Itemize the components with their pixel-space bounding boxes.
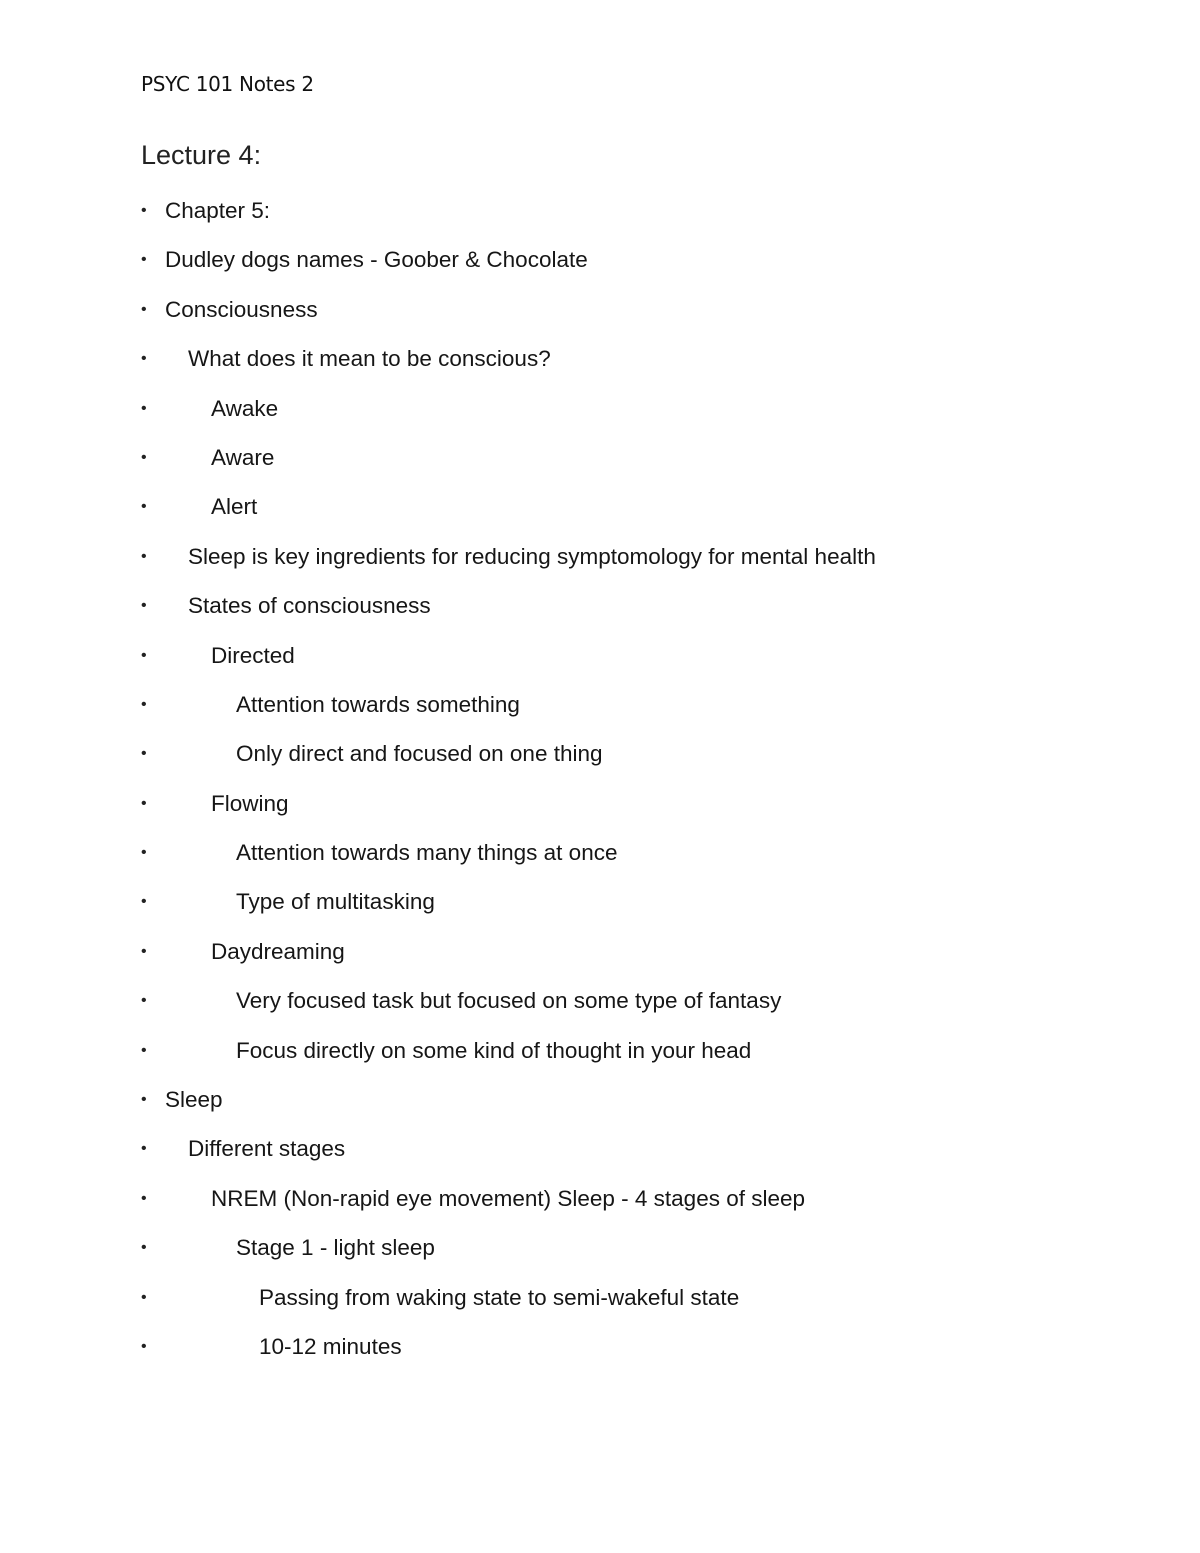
- bullet-icon: •: [141, 1337, 147, 1355]
- bullet-icon: •: [141, 794, 147, 812]
- list-item-text: 10-12 minutes: [259, 1333, 402, 1359]
- list-item-text: Dudley dogs names - Goober & Chocolate: [165, 247, 588, 273]
- bullet-icon: •: [141, 597, 147, 615]
- list-item-text: States of consciousness: [188, 593, 431, 619]
- bullet-icon: •: [141, 1288, 147, 1306]
- list-item-text: Directed: [211, 642, 295, 668]
- bullet-icon: •: [141, 844, 147, 862]
- bullet-icon: •: [141, 646, 147, 664]
- bullet-icon: •: [141, 893, 147, 911]
- list-item-text: Sleep: [165, 1087, 223, 1113]
- list-item-text: Very focused task but focused on some type of fantasy: [236, 988, 782, 1014]
- list-item-text: What does it mean to be conscious?: [188, 346, 551, 372]
- bullet-icon: •: [141, 1189, 147, 1207]
- bullet-icon: •: [141, 202, 147, 219]
- list-item-text: Chapter 5:: [165, 198, 271, 223]
- bullet-icon: •: [141, 942, 147, 960]
- list-item-text: Attention towards something: [236, 691, 520, 717]
- bullet-icon: •: [141, 300, 147, 318]
- bullet-icon: •: [141, 1140, 147, 1158]
- list-item-text: Daydreaming: [211, 938, 345, 964]
- list-item-text: Type of multitasking: [236, 889, 435, 915]
- list-item-text: Awake: [211, 395, 279, 421]
- bullet-icon: •: [141, 251, 147, 269]
- list-item-text: Aware: [211, 444, 275, 470]
- list-item-text: Sleep is key ingredients for reducing symptomology for mental health: [188, 543, 876, 569]
- bullet-icon: •: [141, 448, 147, 466]
- list-item-text: Flowing: [211, 790, 289, 816]
- bullet-icon: •: [141, 1091, 147, 1109]
- list-item-text: Passing from waking state to semi-wakeful state: [259, 1284, 740, 1310]
- list-item-text: Focus directly on some kind of thought in your head: [236, 1037, 752, 1063]
- document-header: PSYC 101 Notes 2: [141, 72, 314, 96]
- list-item-text: Only direct and focused on one thing: [236, 741, 603, 767]
- bullet-icon: •: [141, 498, 147, 516]
- list-item-text: Different stages: [188, 1136, 346, 1162]
- bullet-icon: •: [141, 350, 147, 368]
- bullet-icon: •: [141, 745, 147, 763]
- bullet-icon: •: [141, 399, 147, 417]
- bullet-icon: •: [141, 992, 147, 1010]
- list-item-text: Alert: [211, 494, 258, 520]
- list-item-text: Attention towards many things at once: [236, 840, 618, 866]
- bullet-icon: •: [141, 547, 147, 565]
- bullet-icon: •: [141, 695, 147, 713]
- bullet-icon: •: [141, 1041, 147, 1059]
- bullet-icon: •: [141, 1239, 147, 1257]
- list-item-text: NREM (Non-rapid eye movement) Sleep - 4 stages of sleep: [211, 1185, 806, 1211]
- lecture-title: Lecture 4:: [141, 140, 262, 170]
- list-item-text: Consciousness: [165, 296, 318, 322]
- list-item-text: Stage 1 - light sleep: [236, 1235, 435, 1261]
